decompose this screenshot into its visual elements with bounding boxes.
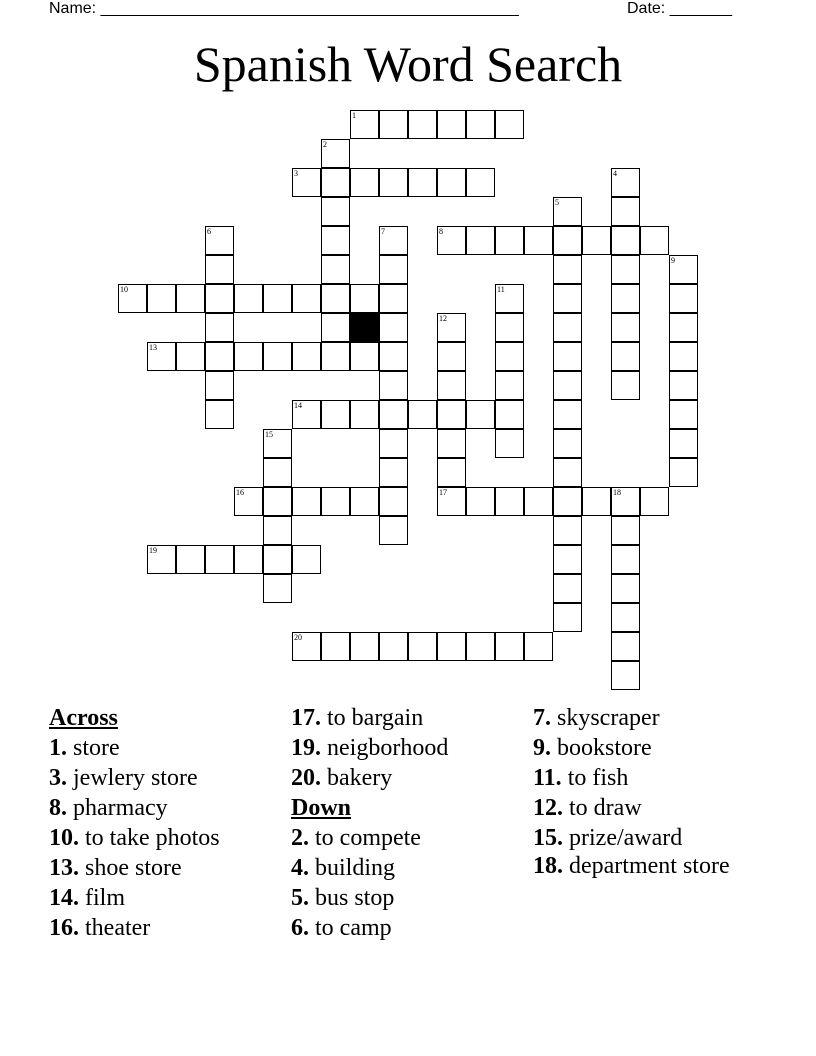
- clue-number: 7: [381, 227, 385, 236]
- grid-cell[interactable]: [437, 458, 466, 487]
- grid-cell[interactable]: [234, 284, 263, 313]
- grid-cell[interactable]: [379, 284, 408, 313]
- grid-cell[interactable]: [553, 197, 582, 226]
- grid-cell[interactable]: [466, 226, 495, 255]
- grid-cell[interactable]: [292, 342, 321, 371]
- clue-number: 2: [323, 140, 327, 149]
- grid-cell[interactable]: [611, 516, 640, 545]
- grid-cell[interactable]: [495, 342, 524, 371]
- grid-cell[interactable]: [292, 545, 321, 574]
- grid-cell[interactable]: [553, 255, 582, 284]
- grid-cell[interactable]: [408, 400, 437, 429]
- clues-column-2: [291, 703, 521, 943]
- clue-number: 17: [439, 488, 447, 497]
- grid-cell[interactable]: [437, 487, 466, 516]
- grid-cell[interactable]: [379, 226, 408, 255]
- grid-cell[interactable]: [292, 400, 321, 429]
- clue-down-7: 7. skyscraper: [533, 705, 660, 731]
- grid-cell[interactable]: [379, 487, 408, 516]
- grid-cell[interactable]: [263, 429, 292, 458]
- clue-down-11: 11. to fish: [533, 765, 629, 791]
- date-line: Date: _______: [627, 0, 732, 17]
- grid-cell[interactable]: [176, 284, 205, 313]
- grid-cell[interactable]: [669, 313, 698, 342]
- grid-cell[interactable]: [321, 284, 350, 313]
- clue-across-1: 1. store: [49, 735, 120, 761]
- clue-across-10: 10. to take photos: [49, 825, 220, 851]
- clue-across-3: 3. jewlery store: [49, 765, 198, 791]
- clue-number: 15: [265, 430, 273, 439]
- grid-cell[interactable]: [669, 371, 698, 400]
- grid-cell[interactable]: [466, 487, 495, 516]
- clue-number: 14: [294, 401, 302, 410]
- grid-cell[interactable]: [379, 516, 408, 545]
- grid-cell[interactable]: [611, 661, 640, 690]
- grid-cell[interactable]: [205, 313, 234, 342]
- clue-number: 4: [613, 169, 617, 178]
- clue-number: 18: [613, 488, 621, 497]
- grid-cell[interactable]: [669, 342, 698, 371]
- grid-cell[interactable]: [321, 168, 350, 197]
- grid-cell[interactable]: [611, 632, 640, 661]
- grid-cell[interactable]: [321, 487, 350, 516]
- clue-number: 5: [555, 198, 559, 207]
- grid-cell[interactable]: [350, 632, 379, 661]
- grid-cell[interactable]: [408, 168, 437, 197]
- clue-across-17: 17. to bargain: [291, 705, 424, 731]
- clue-across-13: 13. shoe store: [49, 855, 182, 881]
- grid-cell[interactable]: [437, 313, 466, 342]
- grid-cell[interactable]: [437, 342, 466, 371]
- clue-number: 6: [207, 227, 211, 236]
- grid-cell[interactable]: [292, 487, 321, 516]
- grid-cell[interactable]: [437, 400, 466, 429]
- grid-cell[interactable]: [611, 313, 640, 342]
- grid-cell[interactable]: [234, 487, 263, 516]
- grid-cell[interactable]: [437, 226, 466, 255]
- grid-cell[interactable]: [437, 371, 466, 400]
- grid-cell[interactable]: [263, 574, 292, 603]
- name-line: Name: _______________________________________________: [49, 0, 519, 17]
- grid-cell[interactable]: [466, 110, 495, 139]
- grid-cell[interactable]: [669, 458, 698, 487]
- grid-cell[interactable]: [611, 342, 640, 371]
- grid-cell[interactable]: [495, 371, 524, 400]
- grid-cell[interactable]: [553, 487, 582, 516]
- grid-cell[interactable]: [640, 487, 669, 516]
- clue-number: 16: [236, 488, 244, 497]
- clue-number: 3: [294, 169, 298, 178]
- grid-cell[interactable]: [379, 632, 408, 661]
- clue-across-20: 20. bakery: [291, 765, 393, 791]
- grid-cell[interactable]: [553, 400, 582, 429]
- clue-down-4: 4. building: [291, 855, 396, 881]
- grid-cell[interactable]: [611, 226, 640, 255]
- grid-cell[interactable]: [524, 632, 553, 661]
- grid-cell[interactable]: [379, 110, 408, 139]
- blocked-cell: [350, 313, 379, 342]
- grid-cell[interactable]: [582, 487, 611, 516]
- grid-cell[interactable]: [321, 139, 350, 168]
- grid-cell[interactable]: [350, 284, 379, 313]
- grid-cell[interactable]: [321, 255, 350, 284]
- grid-cell[interactable]: [669, 400, 698, 429]
- grid-cell[interactable]: [669, 429, 698, 458]
- grid-cell[interactable]: [495, 632, 524, 661]
- grid-cell[interactable]: [495, 284, 524, 313]
- grid-cell[interactable]: [611, 371, 640, 400]
- grid-cell[interactable]: [321, 342, 350, 371]
- grid-cell[interactable]: [350, 110, 379, 139]
- grid-cell[interactable]: [379, 313, 408, 342]
- clue-down-12: 12. to draw: [533, 795, 642, 821]
- grid-cell[interactable]: [234, 545, 263, 574]
- clue-number: 10: [120, 285, 128, 294]
- grid-cell[interactable]: [553, 458, 582, 487]
- clues-column-1: [49, 703, 279, 943]
- grid-cell[interactable]: [611, 603, 640, 632]
- grid-cell[interactable]: [118, 284, 147, 313]
- grid-cell[interactable]: [553, 574, 582, 603]
- clue-across-16: 16. theater: [49, 915, 151, 941]
- grid-cell[interactable]: [205, 545, 234, 574]
- grid-cell[interactable]: [495, 226, 524, 255]
- grid-cell[interactable]: [292, 168, 321, 197]
- grid-cell[interactable]: [147, 342, 176, 371]
- clue-number: 12: [439, 314, 447, 323]
- clue-across-14: 14. film: [49, 885, 125, 911]
- grid-cell[interactable]: [350, 400, 379, 429]
- grid-cell[interactable]: [350, 168, 379, 197]
- grid-cell[interactable]: [263, 545, 292, 574]
- grid-cell[interactable]: [263, 342, 292, 371]
- grid-cell[interactable]: [553, 371, 582, 400]
- grid-cell[interactable]: [495, 313, 524, 342]
- grid-cell[interactable]: [437, 429, 466, 458]
- grid-cell[interactable]: [524, 487, 553, 516]
- grid-cell[interactable]: [321, 197, 350, 226]
- grid-cell[interactable]: [147, 284, 176, 313]
- clue-down-2: 2. to compete: [291, 825, 421, 851]
- grid-cell[interactable]: [611, 168, 640, 197]
- clue-number: 11: [497, 285, 505, 294]
- grid-cell[interactable]: [176, 545, 205, 574]
- grid-cell[interactable]: [611, 545, 640, 574]
- grid-cell[interactable]: [553, 226, 582, 255]
- grid-cell[interactable]: [379, 255, 408, 284]
- grid-cell[interactable]: [205, 400, 234, 429]
- grid-cell[interactable]: [669, 284, 698, 313]
- grid-cell[interactable]: [582, 226, 611, 255]
- grid-cell[interactable]: [147, 545, 176, 574]
- clue-number: 19: [149, 546, 157, 555]
- grid-cell[interactable]: [205, 371, 234, 400]
- grid-cell[interactable]: [553, 516, 582, 545]
- grid-cell[interactable]: [553, 429, 582, 458]
- clue-down-5: 5. bus stop: [291, 885, 395, 911]
- clue-number: 8: [439, 227, 443, 236]
- grid-cell[interactable]: [205, 284, 234, 313]
- grid-cell[interactable]: [263, 284, 292, 313]
- grid-cell[interactable]: [611, 255, 640, 284]
- grid-cell[interactable]: [495, 487, 524, 516]
- grid-cell[interactable]: [205, 342, 234, 371]
- down-heading: Down: [291, 795, 352, 821]
- across-heading: Across: [49, 705, 118, 731]
- grid-cell[interactable]: [292, 284, 321, 313]
- grid-cell[interactable]: [495, 400, 524, 429]
- clue-across-8: 8. pharmacy: [49, 795, 168, 821]
- grid-cell[interactable]: [553, 284, 582, 313]
- clue-number: 9: [671, 256, 675, 265]
- grid-cell[interactable]: [466, 400, 495, 429]
- grid-cell[interactable]: [321, 313, 350, 342]
- clue-number: 1: [352, 111, 356, 120]
- grid-cell[interactable]: [495, 110, 524, 139]
- clue-down-9: 9. bookstore: [533, 735, 652, 761]
- grid-cell[interactable]: [263, 458, 292, 487]
- clue-number: 13: [149, 343, 157, 352]
- clue-down-6: 6. to camp: [291, 915, 392, 941]
- grid-cell[interactable]: [205, 226, 234, 255]
- clue-down-18: 18. department store: [533, 853, 730, 879]
- grid-cell[interactable]: [553, 603, 582, 632]
- grid-cell[interactable]: [437, 110, 466, 139]
- grid-cell[interactable]: [553, 545, 582, 574]
- grid-cell[interactable]: [669, 255, 698, 284]
- grid-cell[interactable]: [611, 284, 640, 313]
- grid-cell[interactable]: [408, 110, 437, 139]
- grid-cell[interactable]: [379, 342, 408, 371]
- grid-cell[interactable]: [321, 400, 350, 429]
- grid-cell[interactable]: [205, 255, 234, 284]
- grid-cell[interactable]: [611, 197, 640, 226]
- grid-cell[interactable]: [379, 458, 408, 487]
- clue-number: 20: [294, 633, 302, 642]
- grid-cell[interactable]: [350, 342, 379, 371]
- grid-cell[interactable]: [408, 632, 437, 661]
- grid-cell[interactable]: [524, 226, 553, 255]
- grid-cell[interactable]: [379, 168, 408, 197]
- grid-cell[interactable]: [495, 429, 524, 458]
- grid-cell[interactable]: [350, 487, 379, 516]
- grid-cell[interactable]: [466, 632, 495, 661]
- grid-cell[interactable]: [176, 342, 205, 371]
- clue-across-19: 19. neigborhood: [291, 735, 449, 761]
- grid-cell[interactable]: [379, 400, 408, 429]
- grid-cell[interactable]: [437, 168, 466, 197]
- grid-cell[interactable]: [553, 313, 582, 342]
- grid-cell[interactable]: [379, 429, 408, 458]
- grid-cell[interactable]: [379, 371, 408, 400]
- grid-cell[interactable]: [292, 632, 321, 661]
- grid-cell[interactable]: [234, 342, 263, 371]
- grid-cell[interactable]: [640, 226, 669, 255]
- page-title: Spanish Word Search: [193, 36, 623, 92]
- grid-cell[interactable]: [437, 632, 466, 661]
- grid-cell[interactable]: [321, 226, 350, 255]
- grid-cell[interactable]: [553, 342, 582, 371]
- grid-cell[interactable]: [466, 168, 495, 197]
- grid-cell[interactable]: [611, 487, 640, 516]
- clue-down-15: 15. prize/award: [533, 825, 683, 851]
- grid-cell[interactable]: [321, 632, 350, 661]
- grid-cell[interactable]: [263, 516, 292, 545]
- grid-cell[interactable]: [611, 574, 640, 603]
- grid-cell[interactable]: [263, 487, 292, 516]
- clues-column-3: [533, 703, 763, 880]
